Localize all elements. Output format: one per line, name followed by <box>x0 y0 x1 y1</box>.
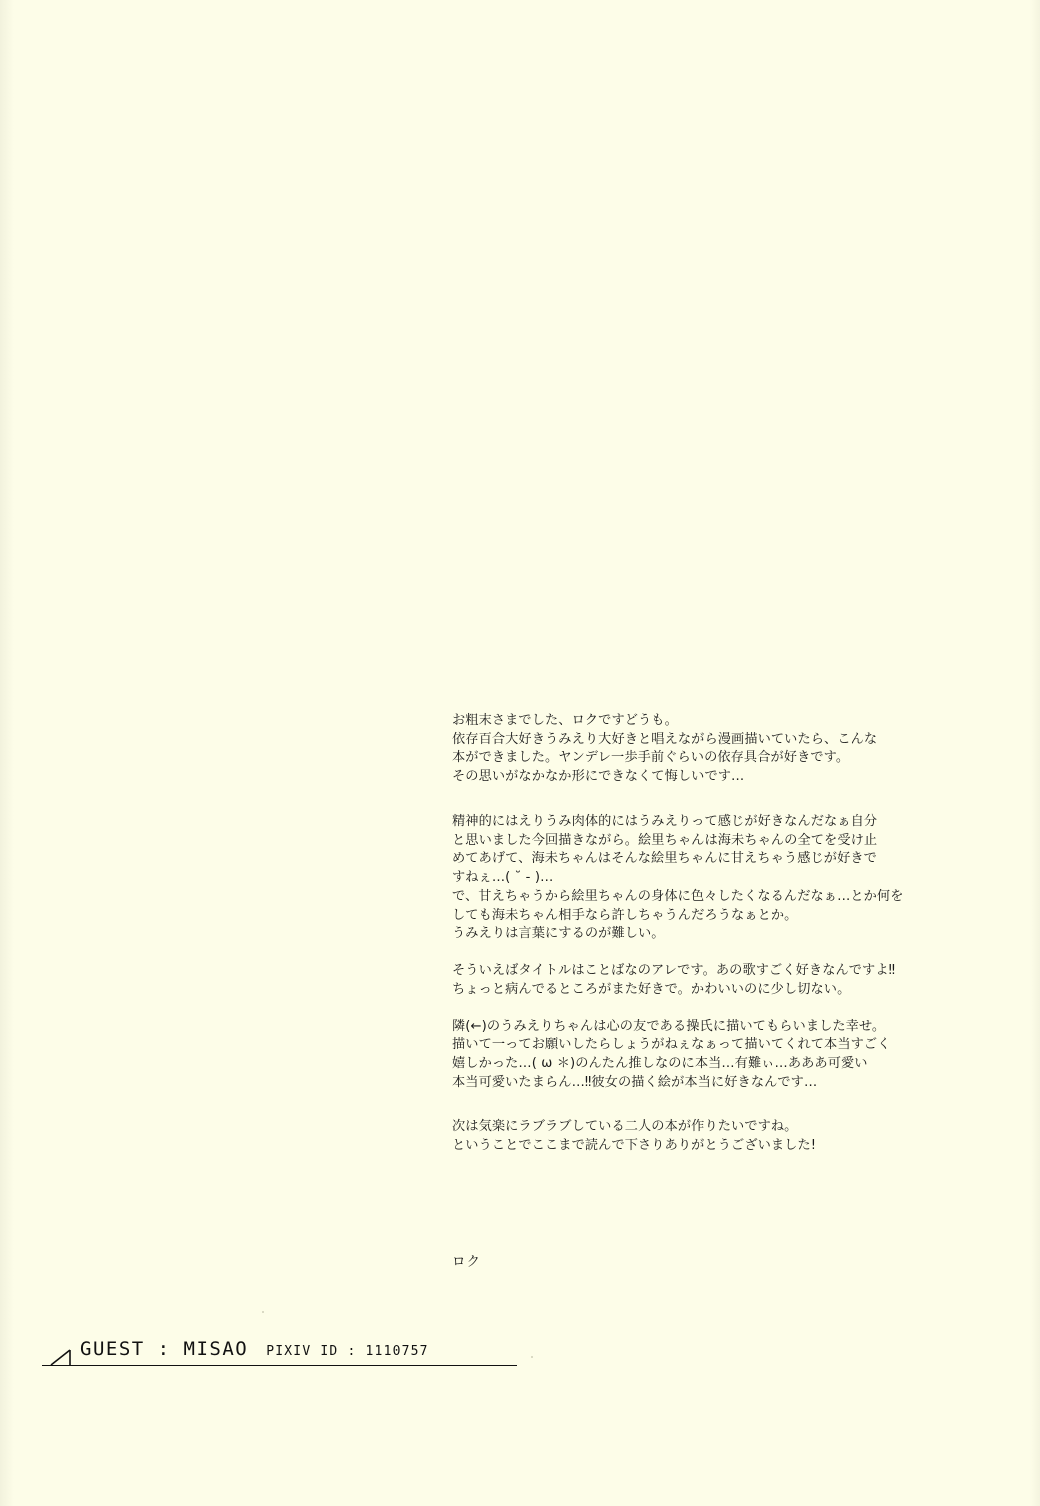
afterword-line: めてあげて、海未ちゃんはそんな絵里ちゃんに甘えちゃう感じが好きで <box>452 851 877 867</box>
afterword-line: お粗末さまでした、ロクですどうも。 <box>452 713 678 728</box>
corner-tick-icon <box>50 1348 72 1366</box>
afterword-line: 次は気楽にラブラブしている二人の本が作りたいですね。 <box>452 1119 798 1135</box>
afterword-line: と思いました今回描きながら。絵里ちゃんは海未ちゃんの全てを受け止 <box>452 832 878 848</box>
afterword-line: その思いがなかなか形にできなくて悔しいです… <box>452 769 745 785</box>
afterword-block-closing <box>452 1118 972 1155</box>
afterword-line: 本ができました。ヤンデレ一歩手前ぐらいの依存具合が好きです。 <box>452 750 850 766</box>
credit-bar <box>42 1332 522 1366</box>
credit-text <box>80 1338 429 1360</box>
pixiv-id-label: PIXIV ID : 1110757 <box>266 1344 429 1359</box>
afterword-line: 隣(←)のうみえりちゃんは心の友である操氏に描いてもらいました幸せ。 <box>452 1018 886 1034</box>
afterword-line: 描いて一ってお願いしたらしょうがねぇなぁって描いてくれて本当すごく <box>452 1037 891 1053</box>
paper-speck <box>531 1356 533 1358</box>
afterword-line: で、甘えちゃうから絵里ちゃんの身体に色々したくなるんだなぁ…とか何を <box>452 888 904 904</box>
afterword-block-intro <box>452 712 972 787</box>
afterword-line: ちょっと病んでるところがまた好きで。かわいいのに少し切ない。 <box>452 981 851 997</box>
credit-underline <box>42 1365 517 1366</box>
afterword-line: しても海未ちゃん相手なら許しちゃうんだろうなぁとか。 <box>452 907 798 923</box>
afterword-block-thoughts <box>452 813 972 944</box>
afterword-line: 精神的にはえりうみ肉体的にはうみえりって感じが好きなんだなぁ自分 <box>452 813 878 829</box>
afterword-block-guest-note <box>452 1018 972 1093</box>
afterword-line: すねぇ…( ˘ ‐ )… <box>452 870 554 886</box>
afterword-text <box>452 712 972 1156</box>
afterword-block-title-note <box>452 962 972 999</box>
author-signature: ロク <box>452 1254 481 1270</box>
paper-speck <box>262 1311 264 1313</box>
afterword-line: そういえばタイトルはことばなのアレです。あの歌すごく好きなんですよ‼ <box>452 963 896 979</box>
afterword-line: うみえりは言葉にするのが難しい。 <box>452 926 665 942</box>
afterword-line: 嬉しかった…( ω ＊)のんたん推しなのに本当…有難ぃ…あああ可愛い <box>452 1056 868 1072</box>
afterword-line: 依存百合大好きうみえり大好きと唱えながら漫画描いていたら、こんな <box>452 731 878 747</box>
afterword-line: ということでここまで読んで下さりありがとうございました! <box>452 1138 817 1154</box>
afterword-line: 本当可愛いたまらん…‼彼女の描く絵が本当に好きなんです… <box>452 1074 818 1090</box>
guest-credit-label: GUEST : MISAO <box>80 1338 249 1360</box>
